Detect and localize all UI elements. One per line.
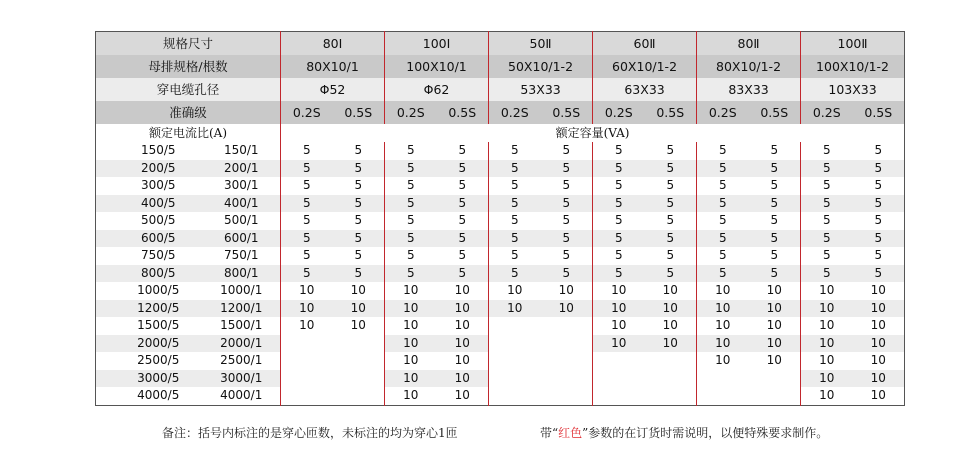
capacity-cell: 5 — [874, 248, 883, 262]
capacity-cell: 5 — [697, 230, 749, 248]
ratio-5a: 1200/5 — [96, 300, 191, 318]
cable-value: 53X33 — [489, 78, 593, 101]
busbar-value: 80X10/1-2 — [697, 55, 801, 78]
capacity-cell: 5 — [489, 247, 541, 265]
capacity-cell: 5 — [385, 177, 437, 195]
capacity-cell: 5 — [333, 230, 385, 248]
capacity-cell: 5 — [666, 143, 675, 157]
table-row — [96, 387, 905, 405]
capacity-cell: 5 — [281, 195, 333, 213]
table-row — [96, 317, 905, 335]
capacity-cell: 5 — [593, 160, 645, 178]
capacity-cell: 10 — [801, 387, 853, 405]
capacity-cell: 10 — [385, 317, 437, 335]
capacity-cell: 5 — [853, 230, 905, 248]
capacity-cell: 5 — [354, 178, 363, 192]
capacity-cell: 5 — [801, 177, 853, 195]
ratio-1a: 4000/1 — [220, 388, 263, 402]
accuracy-label: 准确级 — [96, 101, 281, 124]
capacity-cell — [697, 387, 749, 405]
ratio-1a: 800/1 — [191, 265, 281, 283]
model-name: 80I — [281, 32, 385, 56]
capacity-cell — [541, 317, 593, 335]
table-row — [96, 265, 905, 283]
capacity-cell: 10 — [870, 353, 886, 367]
ratio-1a: 1200/1 — [191, 300, 281, 318]
capacity-cell: 5 — [281, 265, 333, 283]
remark-note: 备注：括号内标注的是穿心匝数，未标注的均为穿心1匝 — [162, 426, 458, 440]
capacity-cell: 5 — [666, 178, 675, 192]
capacity-cell: 10 — [489, 282, 541, 300]
capacity-cell: 10 — [870, 283, 886, 297]
capacity-cell: 5 — [333, 265, 385, 283]
accuracy-class: 0.2S — [385, 101, 437, 124]
capacity-cell: 5 — [489, 142, 541, 160]
capacity-cell: 10 — [385, 370, 437, 388]
cable-value: Φ62 — [385, 78, 489, 101]
capacity-cell: 5 — [697, 160, 749, 178]
capacity-cell — [489, 352, 541, 370]
ratio-1a: 400/1 — [191, 195, 281, 213]
accuracy-class: 0.5S — [541, 101, 593, 124]
ratio-1a: 300/1 — [223, 178, 259, 192]
capacity-cell: 5 — [385, 247, 437, 265]
capacity-cell: 5 — [281, 142, 333, 160]
order-note — [540, 424, 828, 441]
spec-table — [95, 31, 905, 406]
capacity-cell: 10 — [454, 353, 470, 367]
capacity-cell: 5 — [458, 143, 467, 157]
capacity-cell: 10 — [801, 300, 853, 318]
capacity-cell — [281, 335, 333, 353]
capacity-cell: 5 — [489, 265, 541, 283]
accuracy-class: 0.2S — [697, 101, 749, 124]
capacity-cell: 10 — [662, 318, 678, 332]
capacity-cell — [645, 387, 697, 405]
table-row — [96, 282, 905, 300]
capacity-cell: 10 — [853, 370, 905, 388]
ratio-5a: 800/5 — [96, 265, 191, 283]
accuracy-class: 0.2S — [593, 101, 645, 124]
ratio-5a: 1000/5 — [137, 283, 180, 297]
capacity-cell: 5 — [437, 230, 489, 248]
capacity-cell — [489, 335, 541, 353]
capacity-cell: 5 — [437, 195, 489, 213]
capacity-cell: 5 — [874, 143, 883, 157]
capacity-cell: 10 — [662, 283, 678, 297]
capacity-cell: 5 — [458, 213, 467, 227]
capacity-cell: 5 — [593, 142, 645, 160]
model-name: 100I — [385, 32, 489, 56]
capacity-cell: 5 — [645, 195, 697, 213]
capacity-cell: 5 — [593, 177, 645, 195]
capacity-cell: 5 — [281, 160, 333, 178]
ratio-5a: 200/5 — [96, 160, 191, 178]
spec-row — [96, 32, 905, 56]
capacity-cell: 10 — [801, 352, 853, 370]
capacity-cell: 5 — [437, 160, 489, 178]
capacity-cell: 5 — [562, 248, 571, 262]
capacity-cell — [645, 352, 697, 370]
spec-label: 规格尺寸 — [96, 32, 281, 56]
capacity-cell: 5 — [489, 212, 541, 230]
capacity-cell: 5 — [801, 142, 853, 160]
capacity-cell: 10 — [697, 300, 749, 318]
capacity-cell: 10 — [645, 300, 697, 318]
capacity-cell: 10 — [749, 300, 801, 318]
ratio-1a: 150/1 — [223, 143, 259, 157]
ratio-5a: 3000/5 — [96, 370, 191, 388]
capacity-cell: 5 — [749, 195, 801, 213]
capacity-cell: 10 — [697, 282, 749, 300]
order-note-prefix: 带“ — [540, 426, 559, 440]
accuracy-class: 0.5S — [437, 101, 489, 124]
capacity-cell — [645, 370, 697, 388]
capacity-cell: 10 — [593, 282, 645, 300]
capacity-cell: 5 — [770, 248, 779, 262]
busbar-value: 80X10/1 — [281, 55, 385, 78]
capacity-cell: 10 — [333, 300, 385, 318]
capacity-cell: 5 — [489, 230, 541, 248]
ratio-1a: 1000/1 — [220, 283, 263, 297]
capacity-cell: 5 — [562, 178, 571, 192]
capacity-cell: 5 — [874, 178, 883, 192]
ratio-5a: 400/5 — [96, 195, 191, 213]
capacity-cell: 10 — [281, 300, 333, 318]
capacity-cell: 10 — [437, 335, 489, 353]
capacity-cell: 5 — [281, 230, 333, 248]
capacity-cell: 10 — [801, 317, 853, 335]
capacity-cell — [749, 370, 801, 388]
capacity-cell: 5 — [801, 160, 853, 178]
capacity-cell: 5 — [458, 248, 467, 262]
capacity-cell: 5 — [437, 265, 489, 283]
capacity-cell: 5 — [853, 160, 905, 178]
capacity-cell: 10 — [437, 370, 489, 388]
capacity-cell: 5 — [354, 248, 363, 262]
capacity-cell: 10 — [697, 352, 749, 370]
capacity-cell: 5 — [697, 212, 749, 230]
capacity-cell: 5 — [770, 143, 779, 157]
capacity-cell: 5 — [489, 195, 541, 213]
model-name: 60Ⅱ — [593, 32, 697, 56]
capacity-cell: 10 — [766, 353, 782, 367]
capacity-cell — [541, 335, 593, 353]
capacity-cell — [333, 352, 385, 370]
ratio-5a: 600/5 — [96, 230, 191, 248]
capacity-cell: 5 — [801, 212, 853, 230]
capacity-cell: 5 — [874, 213, 883, 227]
accuracy-class: 0.2S — [801, 101, 853, 124]
capacity-cell: 5 — [801, 230, 853, 248]
capacity-cell: 10 — [870, 318, 886, 332]
table-row — [96, 335, 905, 353]
capacity-cell: 10 — [385, 282, 437, 300]
capacity-label: 额定容量(VA) — [281, 124, 905, 142]
capacity-cell: 10 — [645, 335, 697, 353]
ratio-1a: 2500/1 — [220, 353, 263, 367]
ratio-1a: 1500/1 — [220, 318, 263, 332]
capacity-cell: 5 — [562, 213, 571, 227]
capacity-cell — [541, 387, 593, 405]
capacity-cell — [281, 370, 333, 388]
capacity-cell — [489, 317, 541, 335]
ratio-1a: 3000/1 — [191, 370, 281, 388]
capacity-cell: 10 — [749, 335, 801, 353]
capacity-cell: 5 — [541, 160, 593, 178]
capacity-cell: 10 — [350, 318, 366, 332]
accuracy-class: 0.5S — [853, 101, 905, 124]
capacity-cell: 10 — [454, 318, 470, 332]
capacity-cell — [489, 370, 541, 388]
capacity-cell: 10 — [281, 282, 333, 300]
ratio-5a: 1500/5 — [137, 318, 180, 332]
subheader-row — [96, 124, 905, 142]
table-row — [96, 212, 905, 230]
busbar-value: 100X10/1-2 — [801, 55, 905, 78]
capacity-cell: 5 — [645, 230, 697, 248]
accuracy-class: 0.5S — [749, 101, 801, 124]
capacity-cell: 5 — [385, 142, 437, 160]
capacity-cell: 10 — [454, 283, 470, 297]
capacity-cell: 10 — [697, 317, 749, 335]
capacity-cell — [593, 352, 645, 370]
order-note-suffix: ”参数的在订货时需说明，以便特殊要求制作。 — [582, 426, 829, 440]
capacity-cell: 10 — [541, 300, 593, 318]
cable-value: 103X33 — [801, 78, 905, 101]
capacity-cell: 10 — [281, 317, 333, 335]
cable-value: Φ52 — [281, 78, 385, 101]
capacity-cell: 10 — [489, 300, 541, 318]
capacity-cell: 5 — [770, 178, 779, 192]
capacity-cell: 5 — [281, 212, 333, 230]
capacity-cell: 5 — [853, 265, 905, 283]
capacity-cell: 10 — [853, 300, 905, 318]
accuracy-class: 0.2S — [489, 101, 541, 124]
capacity-cell: 5 — [593, 265, 645, 283]
ratio-5a: 2500/5 — [137, 353, 180, 367]
capacity-cell: 10 — [558, 283, 574, 297]
capacity-cell: 5 — [666, 213, 675, 227]
capacity-cell — [541, 352, 593, 370]
capacity-cell: 10 — [454, 388, 470, 402]
table-row — [96, 160, 905, 178]
table-row — [96, 195, 905, 213]
busbar-value: 50X10/1-2 — [489, 55, 593, 78]
order-note-red: 红色 — [558, 426, 583, 440]
capacity-cell: 10 — [853, 335, 905, 353]
capacity-cell: 10 — [870, 388, 886, 402]
capacity-cell: 5 — [801, 247, 853, 265]
capacity-cell: 10 — [801, 335, 853, 353]
ratio-1a: 750/1 — [223, 248, 259, 262]
capacity-cell: 5 — [593, 195, 645, 213]
table-row — [96, 300, 905, 318]
ratio-5a: 300/5 — [140, 178, 176, 192]
capacity-cell: 5 — [354, 213, 363, 227]
capacity-cell: 10 — [593, 317, 645, 335]
capacity-cell: 5 — [801, 265, 853, 283]
capacity-cell — [593, 387, 645, 405]
table-row — [96, 142, 905, 160]
accuracy-class: 0.2S — [281, 101, 333, 124]
capacity-cell: 10 — [593, 335, 645, 353]
model-name: 50Ⅱ — [489, 32, 593, 56]
capacity-cell: 5 — [281, 177, 333, 195]
busbar-row — [96, 55, 905, 78]
capacity-cell: 5 — [749, 160, 801, 178]
capacity-cell: 10 — [350, 283, 366, 297]
busbar-value: 60X10/1-2 — [593, 55, 697, 78]
capacity-cell: 5 — [385, 212, 437, 230]
capacity-cell: 10 — [437, 300, 489, 318]
capacity-cell: 10 — [766, 283, 782, 297]
capacity-cell: 5 — [749, 265, 801, 283]
ratio-5a: 500/5 — [140, 213, 176, 227]
model-name: 100Ⅱ — [801, 32, 905, 56]
table-row — [96, 230, 905, 248]
table-row — [96, 352, 905, 370]
table-row — [96, 247, 905, 265]
accuracy-row — [96, 101, 905, 124]
capacity-cell: 5 — [593, 212, 645, 230]
busbar-value: 100X10/1 — [385, 55, 489, 78]
capacity-cell: 5 — [697, 265, 749, 283]
capacity-cell — [749, 387, 801, 405]
accuracy-class: 0.5S — [645, 101, 697, 124]
capacity-cell: 5 — [385, 195, 437, 213]
capacity-cell: 5 — [489, 177, 541, 195]
capacity-cell: 5 — [697, 142, 749, 160]
capacity-cell — [333, 370, 385, 388]
capacity-cell: 10 — [385, 352, 437, 370]
capacity-cell: 5 — [697, 177, 749, 195]
cable-row — [96, 78, 905, 101]
capacity-cell: 10 — [385, 300, 437, 318]
capacity-cell: 10 — [385, 335, 437, 353]
capacity-cell: 5 — [458, 178, 467, 192]
cable-value: 63X33 — [593, 78, 697, 101]
ratio-1a: 2000/1 — [191, 335, 281, 353]
ratio-1a: 600/1 — [191, 230, 281, 248]
capacity-cell: 10 — [801, 282, 853, 300]
capacity-cell: 5 — [354, 143, 363, 157]
cable-value: 83X33 — [697, 78, 801, 101]
table-row — [96, 177, 905, 195]
capacity-cell — [593, 370, 645, 388]
capacity-cell: 5 — [593, 247, 645, 265]
capacity-cell: 5 — [541, 230, 593, 248]
capacity-cell: 5 — [385, 160, 437, 178]
capacity-cell: 5 — [697, 247, 749, 265]
capacity-cell: 5 — [749, 230, 801, 248]
capacity-cell — [697, 370, 749, 388]
capacity-cell — [333, 387, 385, 405]
capacity-cell: 5 — [770, 213, 779, 227]
ratio-5a: 4000/5 — [137, 388, 180, 402]
ratio-label: 额定电流比(A) — [96, 124, 281, 142]
capacity-cell: 5 — [645, 160, 697, 178]
ratio-5a: 750/5 — [140, 248, 176, 262]
capacity-cell: 5 — [666, 248, 675, 262]
cable-label: 穿电缆孔径 — [96, 78, 281, 101]
table-row — [96, 370, 905, 388]
capacity-cell: 5 — [645, 265, 697, 283]
model-name: 80Ⅱ — [697, 32, 801, 56]
capacity-cell — [489, 387, 541, 405]
capacity-cell: 5 — [593, 230, 645, 248]
busbar-label: 母排规格/根数 — [96, 55, 281, 78]
capacity-cell: 5 — [541, 265, 593, 283]
capacity-cell: 10 — [766, 318, 782, 332]
capacity-cell: 5 — [801, 195, 853, 213]
ratio-1a: 500/1 — [223, 213, 259, 227]
capacity-cell: 10 — [385, 387, 437, 405]
ratio-5a: 150/5 — [140, 143, 176, 157]
capacity-cell: 10 — [593, 300, 645, 318]
ratio-1a: 200/1 — [191, 160, 281, 178]
capacity-cell — [281, 387, 333, 405]
capacity-cell: 10 — [697, 335, 749, 353]
capacity-cell: 5 — [333, 160, 385, 178]
capacity-cell: 5 — [333, 195, 385, 213]
capacity-cell: 5 — [385, 265, 437, 283]
capacity-cell: 5 — [541, 195, 593, 213]
capacity-cell — [541, 370, 593, 388]
capacity-cell — [333, 335, 385, 353]
capacity-cell: 5 — [562, 143, 571, 157]
ratio-5a: 2000/5 — [96, 335, 191, 353]
accuracy-class: 0.5S — [333, 101, 385, 124]
capacity-cell: 10 — [801, 370, 853, 388]
capacity-cell: 5 — [489, 160, 541, 178]
capacity-cell: 5 — [281, 247, 333, 265]
capacity-cell: 5 — [697, 195, 749, 213]
capacity-cell: 5 — [853, 195, 905, 213]
capacity-cell — [281, 352, 333, 370]
capacity-cell: 5 — [385, 230, 437, 248]
